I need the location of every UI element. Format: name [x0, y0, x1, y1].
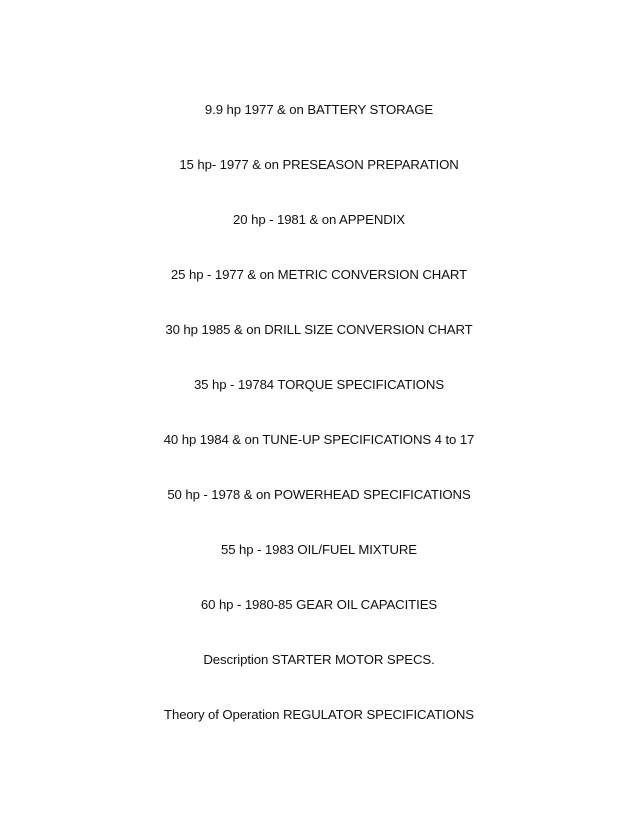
text-line: Theory of Operation REGULATOR SPECIFICATIONS — [164, 707, 474, 722]
text-line: 40 hp 1984 & on TUNE-UP SPECIFICATIONS 4 to 17 — [163, 432, 475, 447]
text-line: 60 hp - 1980-85 GEAR OIL CAPACITIES — [200, 597, 438, 612]
text-line: 35 hp - 19784 TORQUE SPECIFICATIONS — [193, 377, 445, 392]
document-text-lines — [0, 100, 638, 760]
text-line: 50 hp - 1978 & on POWERHEAD SPECIFICATIONS — [167, 487, 471, 502]
text-line: 25 hp - 1977 & on METRIC CONVERSION CHART — [170, 267, 468, 282]
text-line: 30 hp 1985 & on DRILL SIZE CONVERSION CHART — [165, 322, 473, 337]
text-line: 55 hp - 1983 OIL/FUEL MIXTURE — [221, 542, 417, 557]
text-line: 15 hp- 1977 & on PRESEASON PREPARATION — [179, 157, 459, 172]
text-line: 20 hp - 1981 & on APPENDIX — [233, 212, 405, 227]
text-line: 9.9 hp 1977 & on BATTERY STORAGE — [204, 102, 434, 117]
text-line: Description STARTER MOTOR SPECS. — [203, 652, 435, 667]
